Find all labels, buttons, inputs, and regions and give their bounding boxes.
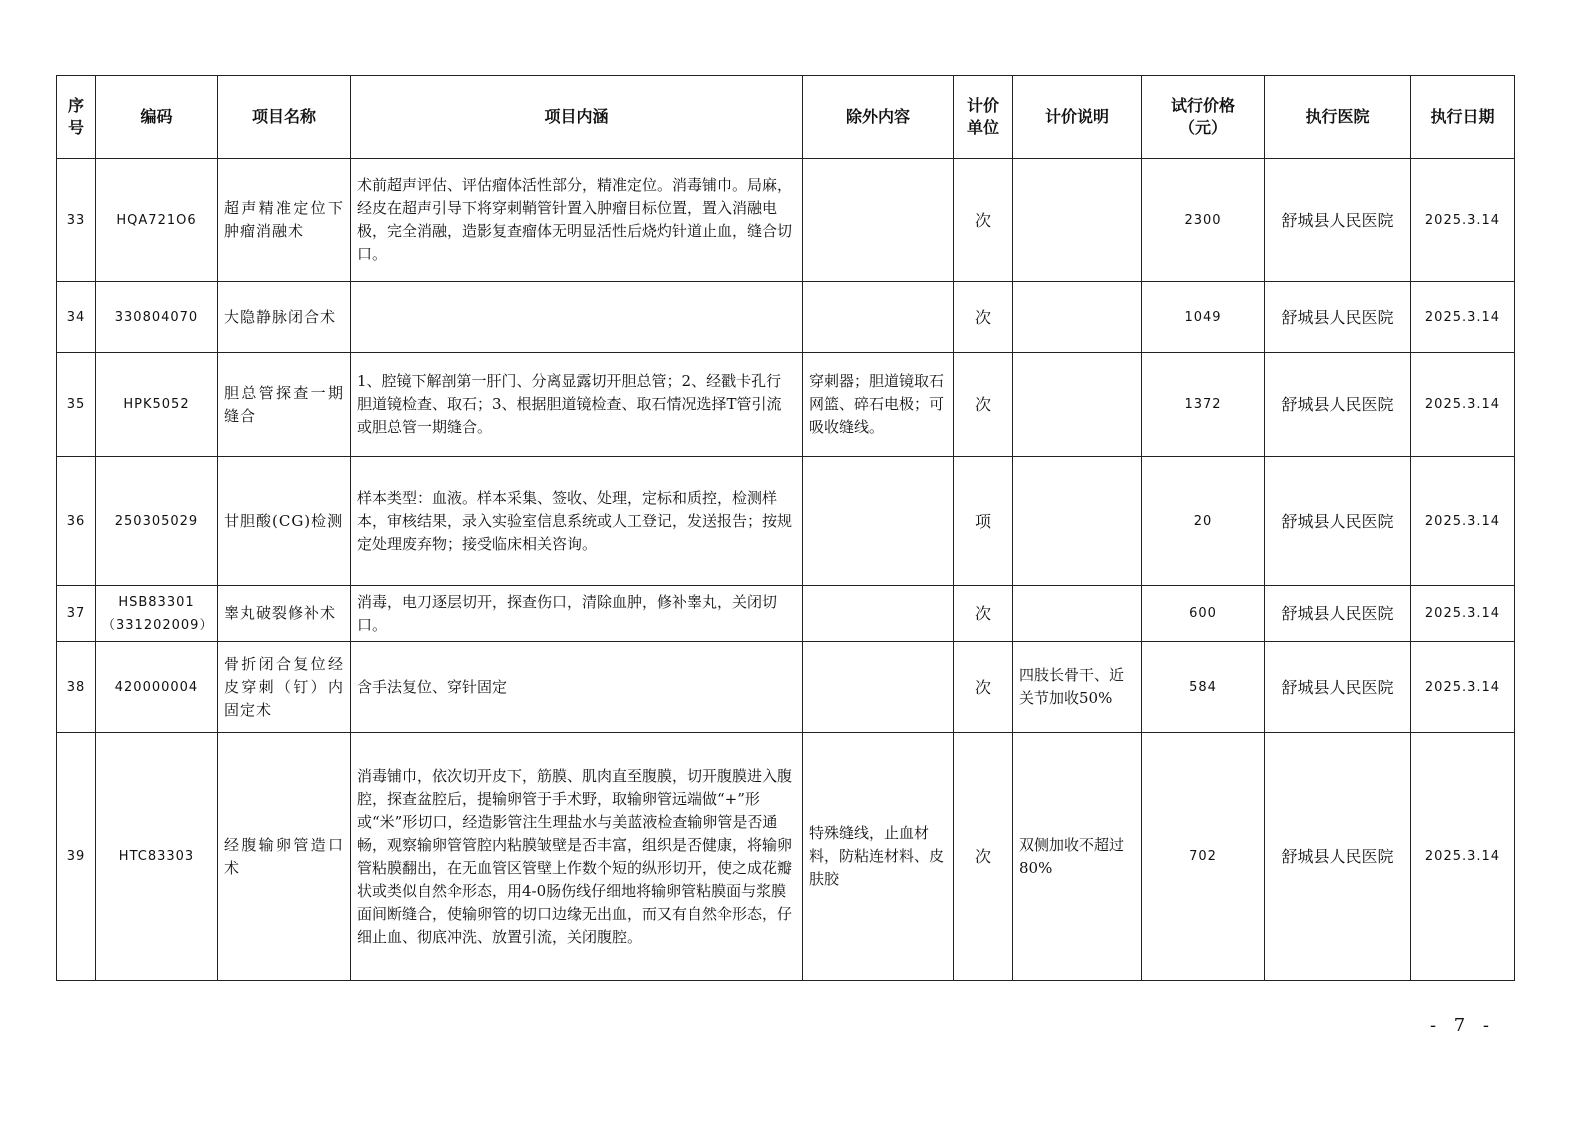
header-code: 编码 [96,76,218,159]
cell-code: HSB83301 （331202009） [96,586,218,642]
cell-excluded: 穿刺器；胆道镜取石网篮、碎石电极；可吸收缝线。 [803,353,954,457]
cell-code: HTC83303 [96,733,218,981]
cell-price: 1049 [1142,282,1265,353]
cell-code: 420000004 [96,642,218,733]
cell-code: 250305029 [96,457,218,586]
cell-hospital: 舒城县人民医院 [1265,586,1411,642]
cell-note [1013,586,1142,642]
cell-hospital: 舒城县人民医院 [1265,642,1411,733]
cell-price: 702 [1142,733,1265,981]
cell-code: 330804070 [96,282,218,353]
cell-unit: 次 [954,733,1013,981]
cell-date: 2025.3.14 [1411,586,1515,642]
page-number: - 7 - [1429,1015,1495,1036]
cell-note [1013,457,1142,586]
cell-hospital: 舒城县人民医院 [1265,282,1411,353]
cell-unit: 次 [954,586,1013,642]
cell-price: 2300 [1142,159,1265,282]
table-header-row [57,76,1515,159]
cell-price: 600 [1142,586,1265,642]
cell-date: 2025.3.14 [1411,353,1515,457]
cell-note [1013,353,1142,457]
cell-content: 消毒铺巾，依次切开皮下，筋膜、肌肉直至腹膜，切开腹膜进入腹腔，探查盆腔后，提输卵管于手术野，取输卵管远端做“+”形或“米”形切口，经造影管注生理盐水与美蓝液检查输卵管是否通畅，观察输卵管管腔内粘膜皱壁是否丰富，组织是否健康，将输卵管粘膜翻出，在无血管区管壁上作数个短的纵形切开，使之成花瓣状或类似自然伞形态，用4-0肠伤线仔细地将输卵管粘膜面与浆膜面间断缝合，使输卵管的切口边缘无出血，而又有自然伞形态，仔细止血、彻底冲洗、放置引流，关闭腹腔。 [351,733,803,981]
cell-seq: 34 [57,282,96,353]
cell-name: 超声精准定位下肿瘤消融术 [218,159,351,282]
cell-seq: 36 [57,457,96,586]
cell-name: 甘胆酸(CG)检测 [218,457,351,586]
cell-seq: 37 [57,586,96,642]
header-seq: 序号 [57,76,96,159]
header-date: 执行日期 [1411,76,1515,159]
table-row [57,457,1515,586]
header-note: 计价说明 [1013,76,1142,159]
cell-unit: 次 [954,159,1013,282]
table-row [57,642,1515,733]
header-hospital: 执行医院 [1265,76,1411,159]
cell-name: 睾丸破裂修补术 [218,586,351,642]
cell-date: 2025.3.14 [1411,159,1515,282]
cell-unit: 次 [954,642,1013,733]
cell-note [1013,282,1142,353]
cell-content: 样本类型：血液。样本采集、签收、处理，定标和质控，检测样本，审核结果，录入实验室信息系统或人工登记，发送报告；按规定处理废弃物；接受临床相关咨询。 [351,457,803,586]
table-row [57,586,1515,642]
header-name: 项目名称 [218,76,351,159]
cell-price: 1372 [1142,353,1265,457]
cell-content: 消毒，电刀逐层切开，探查伤口，清除血肿，修补睾丸，关闭切口。 [351,586,803,642]
cell-code: HPK5052 [96,353,218,457]
header-unit: 计价单位 [954,76,1013,159]
cell-excluded: 特殊缝线，止血材料，防粘连材料、皮肤胶 [803,733,954,981]
cell-unit: 次 [954,353,1013,457]
table-row [57,282,1515,353]
header-price: 试行价格（元） [1142,76,1265,159]
table-row [57,159,1515,282]
cell-excluded [803,457,954,586]
cell-name: 骨折闭合复位经皮穿刺（钉）内固定术 [218,642,351,733]
cell-seq: 38 [57,642,96,733]
cell-excluded [803,282,954,353]
cell-hospital: 舒城县人民医院 [1265,159,1411,282]
cell-excluded [803,586,954,642]
cell-price: 584 [1142,642,1265,733]
cell-price: 20 [1142,457,1265,586]
cell-unit: 次 [954,282,1013,353]
cell-date: 2025.3.14 [1411,457,1515,586]
cell-note [1013,159,1142,282]
header-excluded: 除外内容 [803,76,954,159]
header-content: 项目内涵 [351,76,803,159]
table-row [57,733,1515,981]
cell-date: 2025.3.14 [1411,282,1515,353]
table-row [57,353,1515,457]
cell-seq: 39 [57,733,96,981]
cell-content [351,282,803,353]
cell-excluded [803,159,954,282]
cell-note: 双侧加收不超过80% [1013,733,1142,981]
cell-hospital: 舒城县人民医院 [1265,353,1411,457]
price-table [56,75,1515,981]
cell-seq: 35 [57,353,96,457]
cell-name: 胆总管探查一期缝合 [218,353,351,457]
cell-seq: 33 [57,159,96,282]
cell-content: 1、腔镜下解剖第一肝门、分离显露切开胆总管；2、经戳卡孔行胆道镜检查、取石；3、根据胆道镜检查、取石情况选择T管引流或胆总管一期缝合。 [351,353,803,457]
cell-name: 经腹输卵管造口术 [218,733,351,981]
cell-name: 大隐静脉闭合术 [218,282,351,353]
cell-note: 四肢长骨干、近关节加收50% [1013,642,1142,733]
cell-unit: 项 [954,457,1013,586]
cell-date: 2025.3.14 [1411,642,1515,733]
cell-hospital: 舒城县人民医院 [1265,733,1411,981]
cell-hospital: 舒城县人民医院 [1265,457,1411,586]
cell-code: HQA721O6 [96,159,218,282]
cell-date: 2025.3.14 [1411,733,1515,981]
cell-content: 术前超声评估、评估瘤体活性部分，精准定位。消毒铺巾。局麻，经皮在超声引导下将穿刺鞘管针置入肿瘤目标位置，置入消融电极，完全消融，造影复查瘤体无明显活性后烧灼针道止血，缝合切口。 [351,159,803,282]
cell-excluded [803,642,954,733]
cell-content: 含手法复位、穿针固定 [351,642,803,733]
